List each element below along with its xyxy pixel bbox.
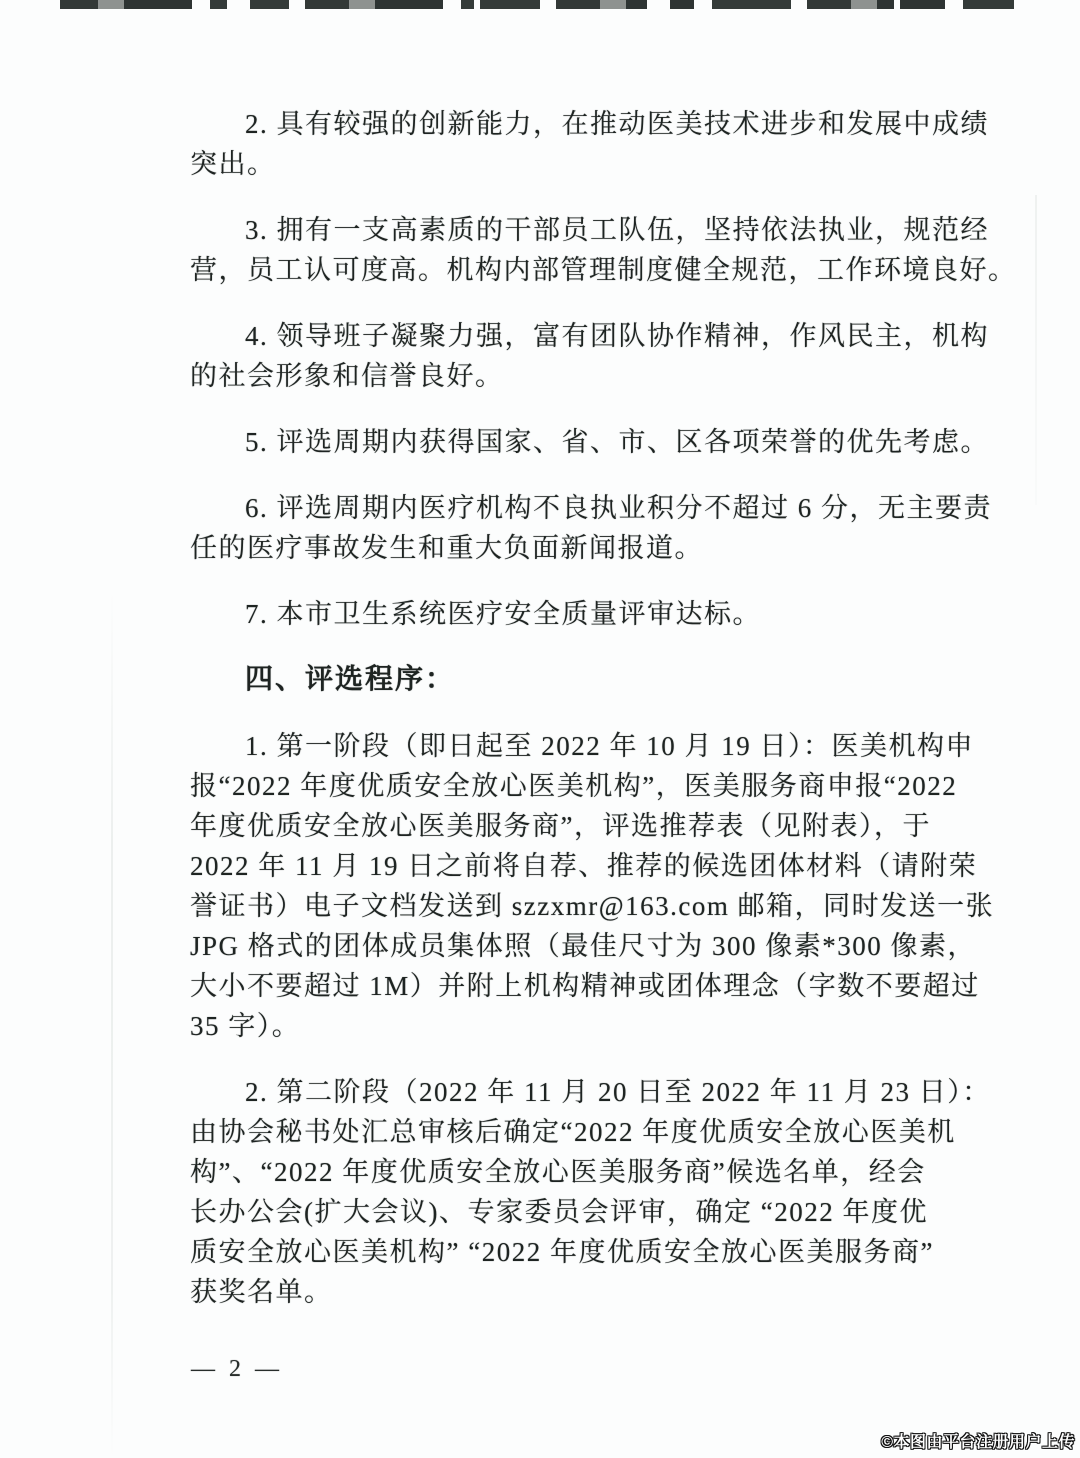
document-body bbox=[190, 104, 1017, 1338]
text-line: 3. 拥有一支高素质的干部员工队伍，坚持依法执业，规范经 bbox=[245, 215, 989, 245]
text-line: 报“2022 年度优质安全放心医美机构”，医美服务商申报“2022 bbox=[190, 771, 958, 801]
text-line: JPG 格式的团体成员集体照（最佳尺寸为 300 像素*300 像素， bbox=[190, 931, 977, 961]
section-heading bbox=[190, 660, 938, 700]
text-line: 由协会秘书处汇总审核后确定“2022 年度优质安全放心医美机 bbox=[190, 1117, 956, 1147]
text-line: 质安全放心医美机构” “2022 年度优质安全放心医美服务商” bbox=[190, 1237, 934, 1267]
paragraph bbox=[190, 104, 989, 184]
paragraph bbox=[190, 726, 995, 1046]
text-line: 突出。 bbox=[190, 149, 276, 179]
paragraph bbox=[190, 422, 989, 462]
paragraph bbox=[190, 210, 1017, 290]
text-line: 大小不要超过 1M）并附上机构精神或团体理念（字数不要超过 bbox=[190, 971, 980, 1001]
text-line: 构”、“2022 年度优质安全放心医美服务商”候选名单，经会 bbox=[190, 1157, 926, 1187]
text-line: 2. 具有较强的创新能力，在推动医美技术进步和发展中成绩 bbox=[245, 109, 989, 139]
paragraph bbox=[190, 594, 938, 634]
text-line: 7. 本市卫生系统医疗安全质量评审达标。 bbox=[245, 599, 761, 629]
text-line: 营，员工认可度高。机构内部管理制度健全规范，工作环境良好。 bbox=[190, 255, 1017, 285]
text-line: 的社会形象和信誉良好。 bbox=[190, 361, 504, 391]
text-line: 誉证书）电子文档发送到 szzxmr@163.com 邮箱，同时发送一张 bbox=[190, 891, 995, 921]
text-line: 5. 评选周期内获得国家、省、市、区各项荣誉的优先考虑。 bbox=[245, 427, 989, 457]
text-line: 任的医疗事故发生和重大负面新闻报道。 bbox=[190, 533, 703, 563]
text-line: 年度优质安全放心医美服务商”，评选推荐表（见附表），于 bbox=[190, 811, 931, 841]
text-line: 1. 第一阶段（即日起至 2022 年 10 月 19 日）：医美机构申 bbox=[245, 731, 974, 761]
page-number: — 2 — bbox=[191, 1356, 283, 1382]
text-line: 获奖名单。 bbox=[190, 1277, 333, 1307]
watermark-text: ©本图由平台注册用户上传 bbox=[881, 1434, 1075, 1451]
text-line: 四、评选程序： bbox=[245, 664, 456, 695]
scan-crease-right bbox=[1035, 195, 1037, 505]
text-line: 长办公会(扩大会议)、专家委员会评审，确定 “2022 年度优 bbox=[190, 1197, 928, 1227]
text-line: 35 字）。 bbox=[190, 1011, 301, 1041]
paragraph bbox=[190, 1072, 991, 1312]
cut-off-text-artifact bbox=[54, 0, 1014, 9]
text-line: 6. 评选周期内医疗机构不良执业积分不超过 6 分，无主要责 bbox=[245, 493, 992, 523]
paragraph bbox=[190, 316, 989, 396]
text-line: 4. 领导班子凝聚力强，富有团队协作精神，作风民主，机构 bbox=[245, 321, 989, 351]
text-line: 2. 第二阶段（2022 年 11 月 20 日至 2022 年 11 月 23 日）： bbox=[245, 1077, 991, 1107]
scan-crease-left bbox=[111, 590, 113, 1458]
paragraph bbox=[190, 488, 992, 568]
text-line: 2022 年 11 月 19 日之前将自荐、推荐的候选团体材料（请附荣 bbox=[190, 851, 978, 881]
